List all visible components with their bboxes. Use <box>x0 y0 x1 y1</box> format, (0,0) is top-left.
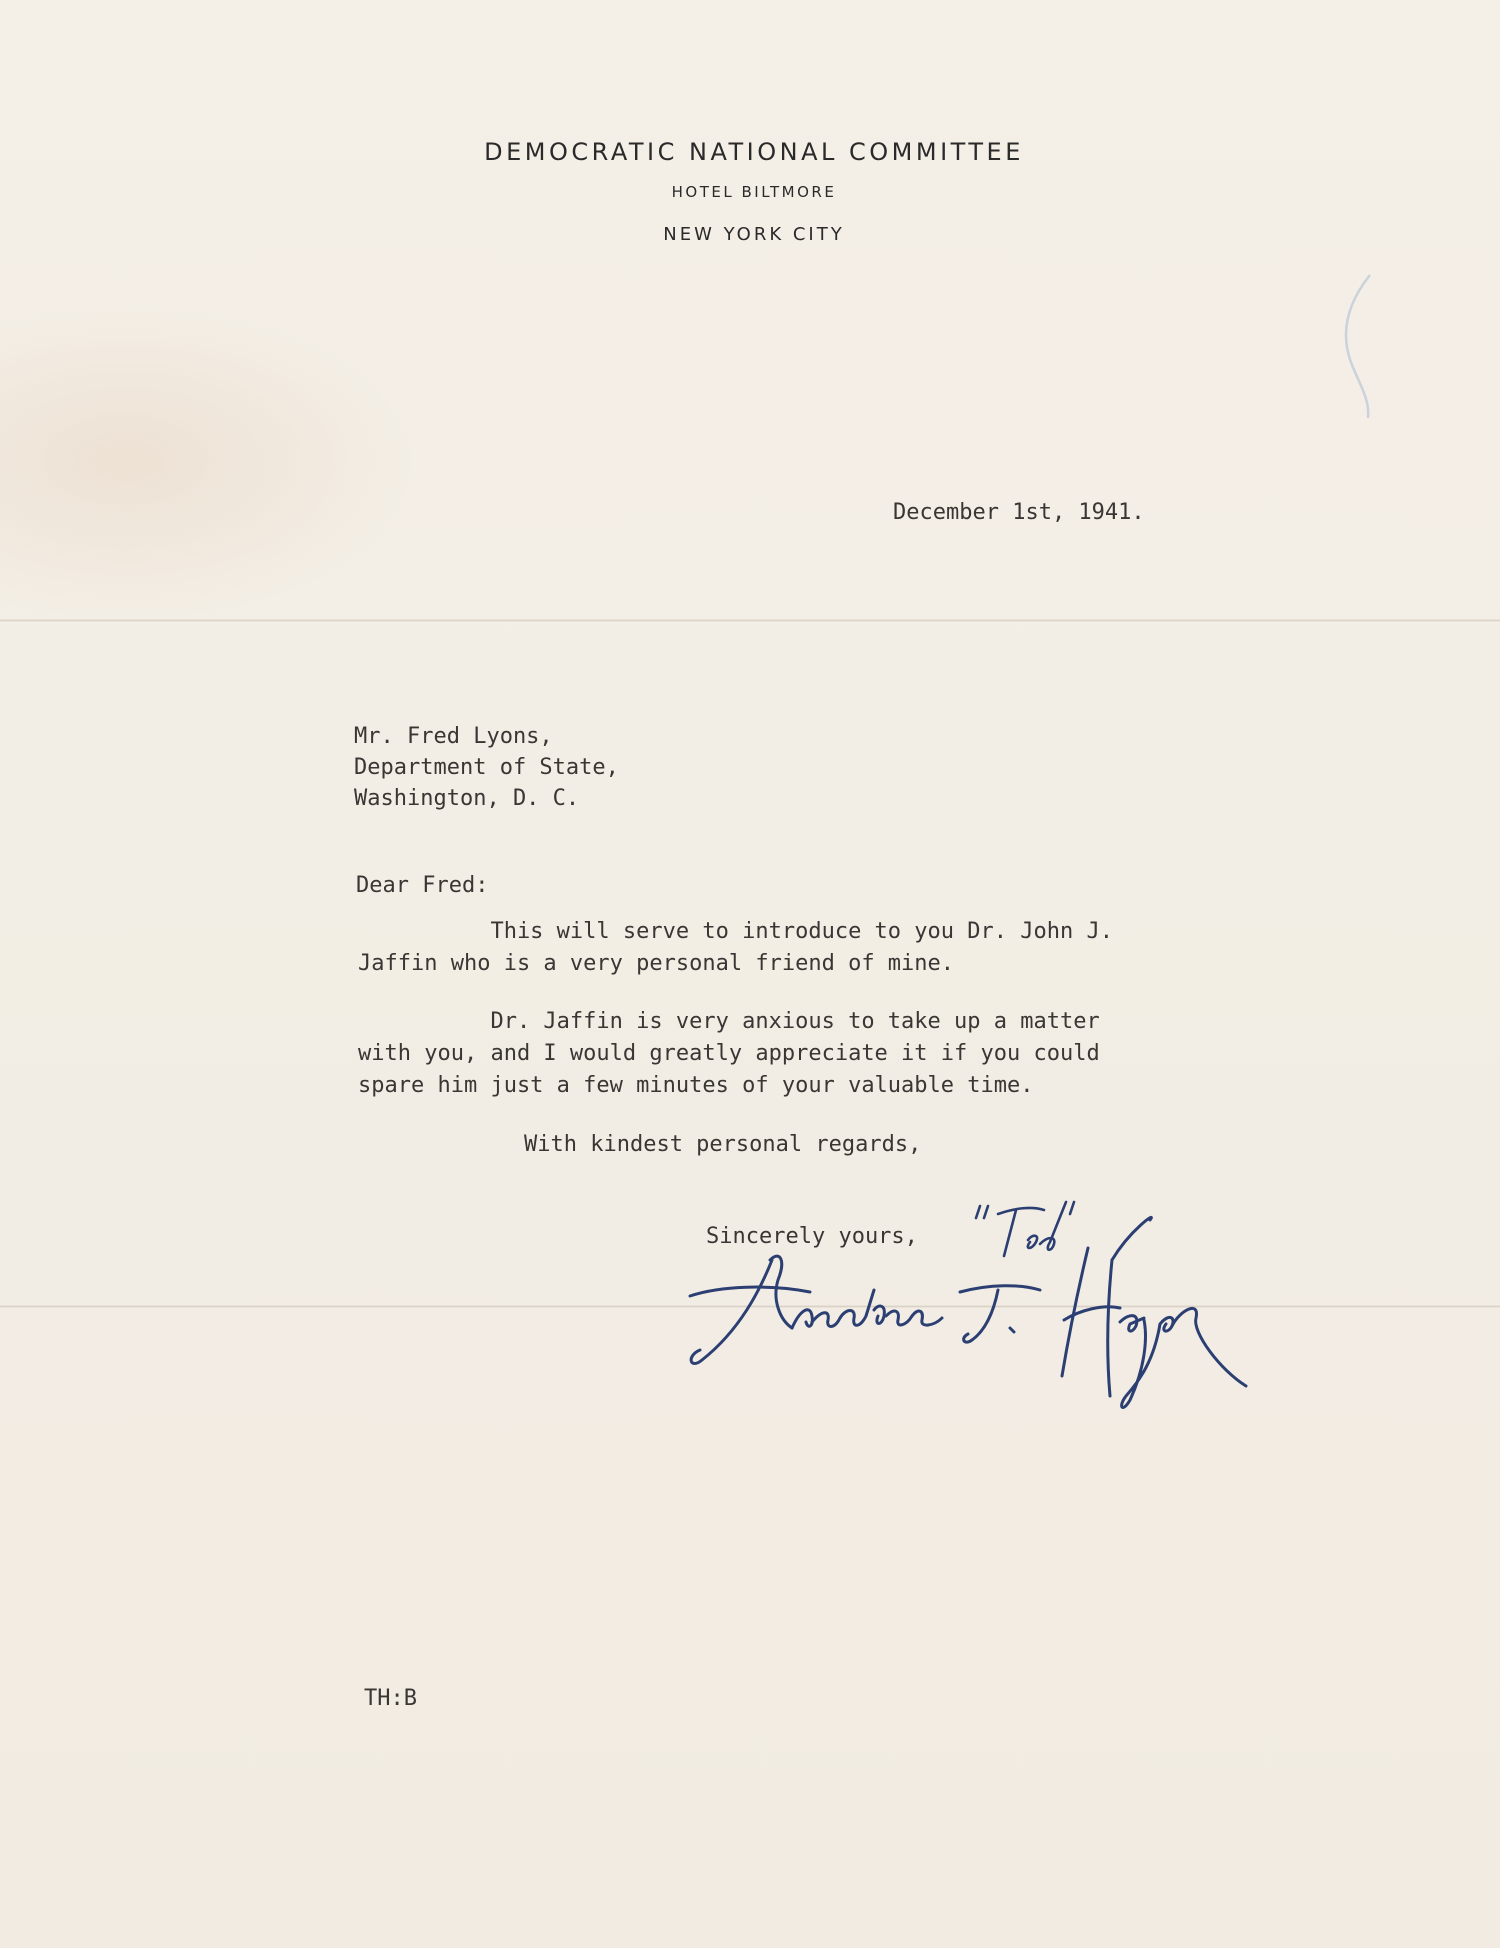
signature-handwritten <box>660 1200 1260 1430</box>
letter-date: December 1st, 1941. <box>893 500 1145 525</box>
reference-initials: TH:B <box>364 1686 417 1711</box>
fold-line-upper <box>0 619 1500 622</box>
regards-line: With kindest personal regards, <box>524 1132 922 1157</box>
recipient-location: Washington, D. C. <box>354 786 580 811</box>
recipient-address <box>354 721 619 814</box>
paper-stain <box>0 300 420 620</box>
letterhead-organization: DEMOCRATIC NATIONAL COMMITTEE <box>484 138 1024 166</box>
body-paragraph-2: Dr. Jaffin is very anxious to take up a matter with you, and I would greatly appreciate it if you could spare him just a few minutes of your valuable time. <box>358 1009 1100 1098</box>
letterhead-city: NEW YORK CITY <box>663 224 845 245</box>
ink-mark <box>1330 270 1390 420</box>
recipient-name: Mr. Fred Lyons, <box>354 724 553 749</box>
body-paragraph-1: This will serve to introduce to you Dr. John J. Jaffin who is a very personal friend of mine. <box>358 919 1113 976</box>
salutation: Dear Fred: <box>356 873 489 898</box>
closing-line: Sincerely yours, <box>706 1224 918 1249</box>
letterhead-hotel: HOTEL BILTMORE <box>671 183 837 201</box>
recipient-department: Department of State, <box>354 755 619 780</box>
